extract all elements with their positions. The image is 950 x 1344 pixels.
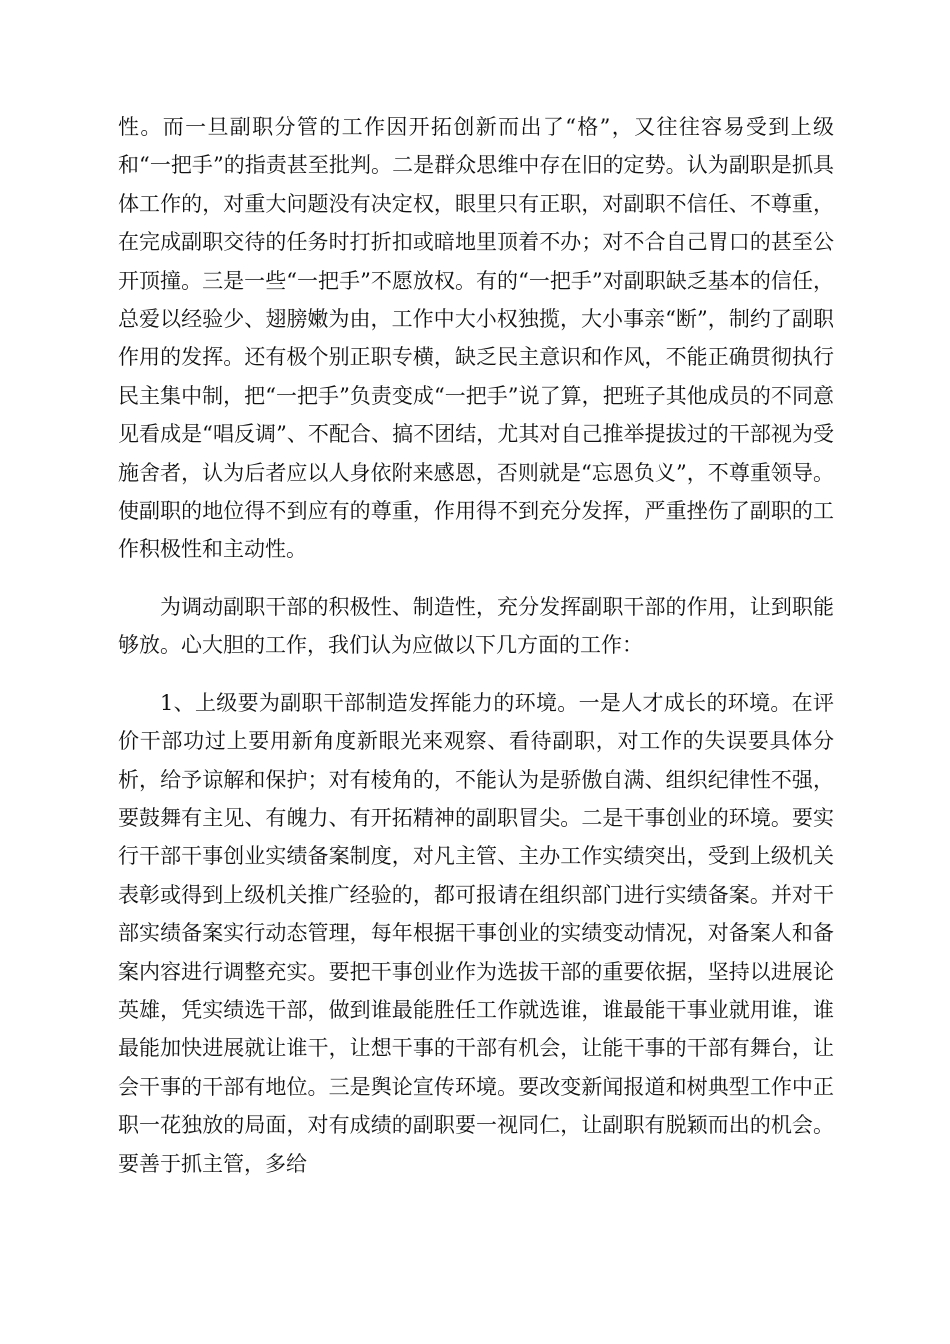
paragraph-continuation: 性。而一旦副职分管的工作因开拓创新而出了“格”，又往往容易受到上级和“一把手”的指责甚至批判。二是群众思维中存在旧的定势。认为副职是抓具体工作的，对重大问题没有决定权，眼里只有正职，对副职不信任、不尊重，在完成副职交待的任务时打折扣或暗地里顶着不办；对不合自己胃口的甚至公开顶撞。三是一些“一把手”不愿放权。有的“一把手”对副职缺乏基本的信任，总爱以经验少、翅膀嫩为由，工作中大小权独揽，大小事亲“断”，制约了副职作用的发挥。还有极个别正职专横，缺乏民主意识和作风，不能正确贯彻执行民主集中制，把“一把手”负责变成“一把手”说了算，把班子其他成员的不同意见看成是“唱反调”、不配合、搞不团结，尤其对自己推举提拔过的干部视为受施舍者，认为后者应以人身依附来感恩，否则就是“忘恩负义”，不尊重领导。使副职的地位得不到应有的尊重，作用得不到充分发挥，严重挫伤了副职的工作积极性和主动性。 <box>118 115 834 562</box>
paragraph-intro: 为调动副职干部的积极性、制造性，充分发挥副职干部的作用，让到职能够放。心大胆的工作，我们认为应做以下几方面的工作： <box>118 594 834 658</box>
paragraph-point-1: 1、上级要为副职干部制造发挥能力的环境。一是人才成长的环境。在评价干部功过上要用新角度新眼光来观察、看待副职，对工作的失误要具体分析，给予谅解和保护；对有棱角的，不能认为是骄傲自满、组织纪律性不强，要鼓舞有主见、有魄力、有开拓精神的副职冒尖。二是干事创业的环境。要实行干部干事创业实绩备案制度，对凡主管、主办工作实绩突出，受到上级机关表彰或得到上级机关推广经验的，都可报请在组织部门进行实绩备案。并对干部实绩备案实行动态管理，每年根据干事创业的实绩变动情况，对备案人和备案内容进行调整充实。要把干事创业作为选拔干部的重要依据，坚持以进展论英雄，凭实绩选干部，做到谁最能胜任工作就选谁，谁最能干事业就用谁，谁最能加快进展就让谁干，让想干事的干部有机会，让能干事的干部有舞台，让会干事的干部有地位。三是舆论宣传环境。要改变新闻报道和树典型工作中正职一花独放的局面，对有成绩的副职要一视同仁，让副职有脱颖而出的机会。要善于抓主管，多给 <box>118 690 834 1176</box>
document-body <box>118 108 834 1183</box>
